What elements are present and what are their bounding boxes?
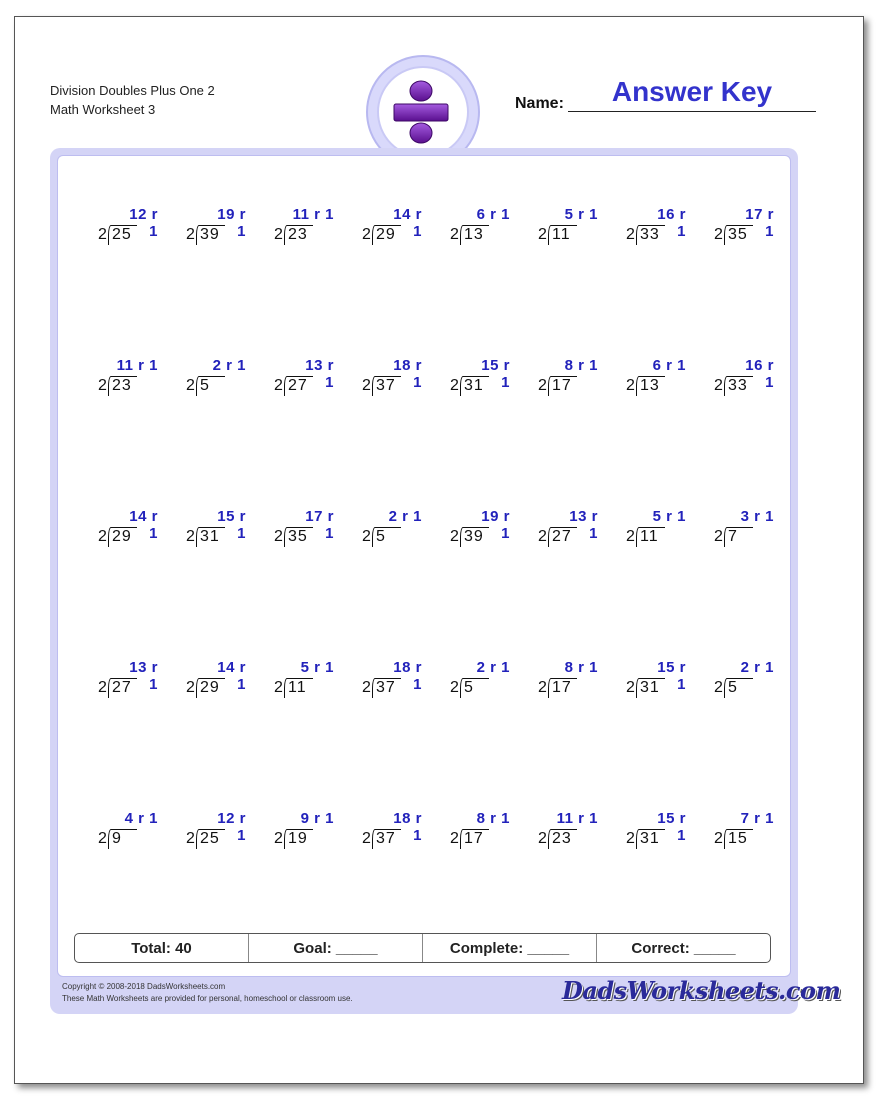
divisor: 2 <box>98 226 107 243</box>
name-label: Name: <box>515 95 564 112</box>
divisor: 2 <box>450 528 459 545</box>
dividend: 13 <box>464 226 484 243</box>
division-problem <box>98 508 178 548</box>
dadsworksheets-logo: DadsWorksheets.com <box>562 976 841 1005</box>
divisor: 2 <box>714 679 723 696</box>
copyright-block <box>62 981 353 1005</box>
dividend: 23 <box>552 830 572 847</box>
dividend: 7 <box>728 528 738 545</box>
division-problem <box>274 810 354 850</box>
title-line-2: Math Worksheet 3 <box>50 102 156 117</box>
dividend: 33 <box>728 377 748 394</box>
score-bar <box>74 933 771 963</box>
division-problem <box>538 659 618 699</box>
quotient-answer: 15 r 1 <box>657 810 686 844</box>
quotient-answer: 2 r 1 <box>740 659 774 676</box>
divisor: 2 <box>274 830 283 847</box>
divisor: 2 <box>450 679 459 696</box>
quotient-answer: 16 r 1 <box>745 357 774 391</box>
division-problem <box>714 810 794 850</box>
worksheet-title <box>50 81 215 119</box>
quotient-answer: 13 r 1 <box>305 357 334 391</box>
copyright-text: Copyright © 2008-2018 DadsWorksheets.com <box>62 982 226 991</box>
divisor: 2 <box>274 679 283 696</box>
correct-cell: Correct: _____ <box>631 939 736 957</box>
quotient-answer: 3 r 1 <box>740 508 774 525</box>
divisor: 2 <box>186 377 195 394</box>
problem-grid <box>58 156 790 976</box>
dividend: 5 <box>728 679 738 696</box>
dividend: 29 <box>376 226 396 243</box>
quotient-answer: 2 r 1 <box>212 357 246 374</box>
division-problem <box>714 357 794 397</box>
quotient-answer: 5 r 1 <box>564 206 598 223</box>
division-problem <box>538 508 618 548</box>
divisor: 2 <box>538 679 547 696</box>
quotient-answer: 8 r 1 <box>564 659 598 676</box>
problem-panel-inner <box>57 155 791 977</box>
problem-panel <box>50 148 798 1014</box>
quotient-answer: 8 r 1 <box>564 357 598 374</box>
division-problem <box>186 659 266 699</box>
dividend: 39 <box>464 528 484 545</box>
dividend: 11 <box>552 226 571 243</box>
dividend: 25 <box>200 830 220 847</box>
quotient-answer: 11 r 1 <box>292 206 334 223</box>
divisor: 2 <box>714 226 723 243</box>
division-problem <box>274 508 354 548</box>
quotient-answer: 15 r 1 <box>481 357 510 391</box>
divisor: 2 <box>362 528 371 545</box>
quotient-answer: 5 r 1 <box>652 508 686 525</box>
quotient-answer: 2 r 1 <box>476 659 510 676</box>
quotient-answer: 11 r 1 <box>116 357 158 374</box>
dividend: 25 <box>112 226 132 243</box>
quotient-answer: 18 r 1 <box>393 659 422 693</box>
divisor: 2 <box>274 377 283 394</box>
quotient-answer: 19 r 1 <box>217 206 246 240</box>
quotient-answer: 8 r 1 <box>476 810 510 827</box>
dividend: 27 <box>552 528 572 545</box>
quotient-answer: 12 r 1 <box>217 810 246 844</box>
quotient-answer: 4 r 1 <box>124 810 158 827</box>
quotient-answer: 14 r 1 <box>393 206 422 240</box>
dividend: 27 <box>288 377 308 394</box>
quotient-answer: 15 r 1 <box>217 508 246 542</box>
quotient-answer: 15 r 1 <box>657 659 686 693</box>
divisor: 2 <box>186 226 195 243</box>
quotient-answer: 17 r 1 <box>745 206 774 240</box>
quotient-answer: 19 r 1 <box>481 508 510 542</box>
division-problem <box>186 810 266 850</box>
division-problem <box>98 659 178 699</box>
division-problem <box>450 357 530 397</box>
dividend: 31 <box>640 830 660 847</box>
dividend: 27 <box>112 679 132 696</box>
total-cell: Total: 40 <box>75 934 249 962</box>
dividend: 19 <box>288 830 308 847</box>
dividend: 5 <box>464 679 474 696</box>
quotient-answer: 14 r 1 <box>129 508 158 542</box>
divisor: 2 <box>450 377 459 394</box>
divisor: 2 <box>626 377 635 394</box>
complete-cell: Complete: _____ <box>423 934 597 962</box>
division-problem <box>450 508 530 548</box>
divisor: 2 <box>186 679 195 696</box>
divisor: 2 <box>538 830 547 847</box>
divisor: 2 <box>626 226 635 243</box>
division-problem <box>626 508 706 548</box>
divisor: 2 <box>274 528 283 545</box>
division-problem <box>362 659 442 699</box>
dividend: 15 <box>728 830 748 847</box>
quotient-answer: 16 r 1 <box>657 206 686 240</box>
division-problem <box>714 659 794 699</box>
division-problem <box>98 206 178 246</box>
dividend: 13 <box>640 377 660 394</box>
division-problem <box>186 206 266 246</box>
divisor: 2 <box>626 830 635 847</box>
division-problem <box>714 206 794 246</box>
divisor: 2 <box>362 377 371 394</box>
division-problem <box>626 659 706 699</box>
dividend: 29 <box>200 679 220 696</box>
dividend: 39 <box>200 226 220 243</box>
name-line <box>568 111 816 112</box>
divisor: 2 <box>186 528 195 545</box>
dividend: 37 <box>376 679 396 696</box>
division-problem <box>362 206 442 246</box>
dividend: 23 <box>288 226 308 243</box>
division-problem <box>538 206 618 246</box>
quotient-answer: 2 r 1 <box>388 508 422 525</box>
quotient-answer: 18 r 1 <box>393 357 422 391</box>
division-problem <box>274 206 354 246</box>
divisor: 2 <box>98 830 107 847</box>
dividend: 17 <box>464 830 484 847</box>
dividend: 31 <box>200 528 220 545</box>
divisor: 2 <box>98 679 107 696</box>
division-problem <box>538 357 618 397</box>
goal-cell: Goal: _____ <box>249 934 423 962</box>
dividend: 29 <box>112 528 132 545</box>
division-problem <box>626 810 706 850</box>
division-problem <box>98 810 178 850</box>
quotient-answer: 13 r 1 <box>569 508 598 542</box>
division-problem <box>186 508 266 548</box>
divisor: 2 <box>714 830 723 847</box>
dividend: 35 <box>288 528 308 545</box>
quotient-answer: 13 r 1 <box>129 659 158 693</box>
divisor: 2 <box>714 528 723 545</box>
title-line-1: Division Doubles Plus One 2 <box>50 83 215 98</box>
divisor: 2 <box>274 226 283 243</box>
usage-notice: These Math Worksheets are provided for personal, homeschool or classroom use. <box>62 994 353 1003</box>
dividend: 33 <box>640 226 660 243</box>
divisor: 2 <box>626 528 635 545</box>
division-problem <box>450 810 530 850</box>
division-problem <box>450 206 530 246</box>
divisor: 2 <box>626 679 635 696</box>
division-problem <box>186 357 266 397</box>
dividend: 31 <box>640 679 660 696</box>
quotient-answer: 6 r 1 <box>476 206 510 223</box>
quotient-answer: 11 r 1 <box>556 810 598 827</box>
divisor: 2 <box>538 226 547 243</box>
dividend: 9 <box>112 830 122 847</box>
quotient-answer: 12 r 1 <box>129 206 158 240</box>
divisor: 2 <box>538 528 547 545</box>
division-problem <box>450 659 530 699</box>
division-problem <box>362 810 442 850</box>
answer-key-heading: Answer Key <box>611 76 773 107</box>
division-problem <box>274 357 354 397</box>
division-problem <box>98 357 178 397</box>
division-problem <box>362 508 442 548</box>
divisor: 2 <box>98 528 107 545</box>
dividend: 17 <box>552 377 572 394</box>
dividend: 37 <box>376 377 396 394</box>
division-problem <box>714 508 794 548</box>
divisor: 2 <box>538 377 547 394</box>
division-problem <box>626 357 706 397</box>
dividend: 35 <box>728 226 748 243</box>
divisor: 2 <box>450 830 459 847</box>
division-problem <box>626 206 706 246</box>
divisor: 2 <box>362 679 371 696</box>
quotient-answer: 9 r 1 <box>300 810 334 827</box>
division-problem <box>274 659 354 699</box>
division-problem <box>362 357 442 397</box>
dividend: 11 <box>640 528 659 545</box>
dividend: 5 <box>376 528 386 545</box>
divisor: 2 <box>186 830 195 847</box>
divisor: 2 <box>98 377 107 394</box>
quotient-answer: 5 r 1 <box>300 659 334 676</box>
divisor: 2 <box>362 226 371 243</box>
dividend: 11 <box>288 679 307 696</box>
divisor: 2 <box>362 830 371 847</box>
quotient-answer: 14 r 1 <box>217 659 246 693</box>
dividend: 31 <box>464 377 484 394</box>
dividend: 23 <box>112 377 132 394</box>
quotient-answer: 6 r 1 <box>652 357 686 374</box>
quotient-answer: 18 r 1 <box>393 810 422 844</box>
division-problem <box>538 810 618 850</box>
dividend: 37 <box>376 830 396 847</box>
dividend: 5 <box>200 377 210 394</box>
quotient-answer: 17 r 1 <box>305 508 334 542</box>
quotient-answer: 7 r 1 <box>740 810 774 827</box>
dividend: 17 <box>552 679 572 696</box>
divisor: 2 <box>450 226 459 243</box>
divisor: 2 <box>714 377 723 394</box>
